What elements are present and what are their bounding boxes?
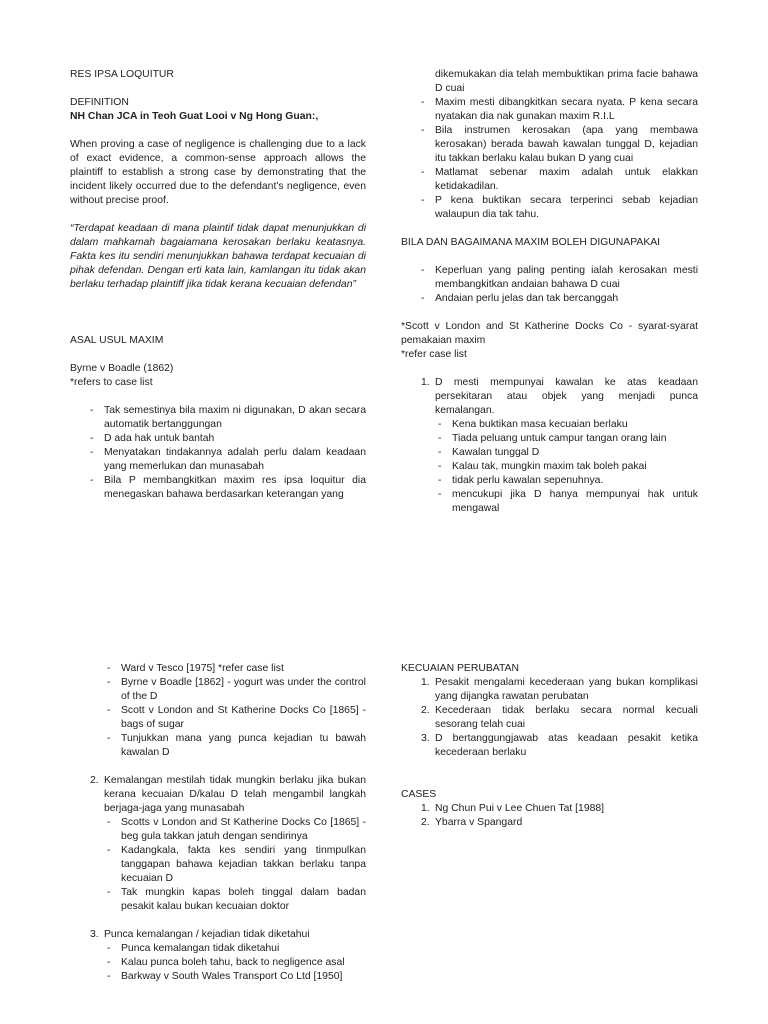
condition-text: D mesti mempunyai kawalan ke atas keadaan persekitaran atau objek yang menjadi punca kemalangan. <box>435 377 698 416</box>
list-item <box>70 928 366 984</box>
list-item: - Tunjukkan mana yang punca kejadian tu bawah kawalan D <box>70 732 366 760</box>
when-heading: BILA DAN BAGAIMANA MAXIM BOLEH DIGUNAPAKAI <box>401 237 661 248</box>
list-item: - Tiada peluang untuk campur tangan orang lain <box>435 432 698 446</box>
definition-case: NH Chan JCA in Teoh Guat Looi v Ng Hong Guan:, <box>70 111 319 122</box>
document-page-2 <box>0 629 768 1024</box>
list-item: - Scott v London and St Katherine Docks Co [1865] - bags of sugar <box>70 704 366 732</box>
definition-heading: DEFINITION <box>70 97 129 108</box>
list-item: - D ada hak untuk bantah <box>70 432 366 446</box>
scott-ref: *refer case list <box>401 349 467 360</box>
list-item-text: Kecederaan tidak berlaku secara normal kecuali sesorang telah cuai <box>435 705 698 730</box>
list-item: - Punca kemalangan tidak diketahui <box>104 942 366 956</box>
origin-points <box>70 404 366 502</box>
quote-paragraph: “Terdapat keadaan di mana plaintif tidak dapat menunjukkan di dalam mahkamah bagaiamana kerosakan berlaku keatasnya. Fakta kes itu sendiri menunjukkan bahawa terdapat kecuaian di pihak defendan. Dengan erti kata lain, kamlangan itu tidak akan berlaku terhadap plaintiff jika tidak kerana kecuaian defendan” <box>70 223 366 290</box>
when-points <box>401 264 698 306</box>
list-item: - Maxim mesti dibangkitkan secara nyata. P kena secara nyatakan dia nak gunakan maxim R.I.L <box>401 96 698 124</box>
list-marker: 1. <box>421 803 430 814</box>
list-item: - Tak semestinya bila maxim ni digunakan, D akan secara automatik bertanggungan <box>70 404 366 432</box>
list-marker: 3. <box>421 733 430 744</box>
list-item <box>401 816 698 830</box>
list-item: - Ward v Tesco [1975] *refer case list <box>70 662 366 676</box>
medical-points <box>401 676 698 760</box>
list-item: - tidak perlu kawalan sepenuhnya. <box>435 474 698 488</box>
control-cases <box>70 662 366 760</box>
list-item <box>401 704 698 732</box>
list-item: - Kena buktikan masa kecuaian berlaku <box>435 418 698 432</box>
list-item <box>401 676 698 704</box>
origin-ref: *refers to case list <box>70 377 153 388</box>
list-item: - Menyatakan tindakannya adalah perlu dalam keadaan yang memerlukan dan munasabah <box>70 446 366 474</box>
list-marker: 1. <box>421 377 430 388</box>
list-item-text: Ng Chun Pui v Lee Chuen Tat [1988] <box>435 803 605 814</box>
list-item <box>401 802 698 816</box>
list-item: - Bila instrumen kerosakan (apa yang membawa kerosakan) berada bawah kawalan tunggal D, kejadian itu takkan berlaku kalau bukan D yang cuai <box>401 124 698 166</box>
page-gap <box>0 555 768 629</box>
list-item: - Keperluan yang paling penting ialah kerosakan mesti membangkitkan andaian bahawa D cuai <box>401 264 698 292</box>
cases-heading: CASES <box>401 789 437 800</box>
list-item: - Kalau tak, mungkin maxim tak boleh pakai <box>435 460 698 474</box>
maxim-points <box>401 96 698 222</box>
condition-sub-list <box>104 942 366 984</box>
list-item: - Kadangkala, fakta kes sendiri yang tinmpulkan tanggapan bahawa kejadian takkan berlaku tanpa kecuaian D <box>104 844 366 886</box>
cases-list <box>401 802 698 830</box>
condition-sub-list <box>104 816 366 914</box>
page1-left-column <box>70 68 366 502</box>
english-paragraph: When proving a case of negligence is challenging due to a lack of exact evidence, a common-sense approach allows the plaintiff to establish a strong case by demonstrating that the incident likely occurred due to the defendant's negligence, even without precise proof. <box>70 139 366 206</box>
condition-list-2 <box>70 774 366 984</box>
origin-heading: ASAL USUL MAXIM <box>70 335 164 346</box>
list-item: - Byrne v Boadle [1862] - yogurt was under the control of the D <box>70 676 366 704</box>
list-marker: 3. <box>90 929 99 940</box>
scott-note: *Scott v London and St Katherine Docks Co - syarat-syarat pemakaian maxim <box>401 321 698 346</box>
list-item: - mencukupi jika D hanya mempunyai hak untuk mengawal <box>435 488 698 516</box>
list-marker: 2. <box>421 705 430 716</box>
list-item <box>70 774 366 914</box>
list-marker: 2. <box>421 817 430 828</box>
page2-right-column <box>401 662 698 830</box>
condition-list-1 <box>401 376 698 516</box>
condition-text: Punca kemalangan / kejadian tidak diketahui <box>104 929 310 940</box>
page2-left-column <box>70 662 366 984</box>
medical-heading: KECUAIAN PERUBATAN <box>401 663 519 674</box>
list-marker: 1. <box>421 677 430 688</box>
list-item: - P kena buktikan secara terperinci sebab kejadian walaupun dia tak tahu. <box>401 194 698 222</box>
list-item: - Kalau punca boleh tahu, back to negligence asal <box>104 956 366 970</box>
list-item <box>401 376 698 516</box>
list-item <box>401 732 698 760</box>
list-item: - Andaian perlu jelas dan tak bercanggah <box>401 292 698 306</box>
condition-text: Kemalangan mestilah tidak mungkin berlaku jika bukan kerana kecuaian D/kalau D telah mengambil langkah berjaga-jaga yang munasabah <box>104 775 366 814</box>
document-title: RES IPSA LOQUITUR <box>70 69 174 80</box>
list-marker: 2. <box>90 775 99 786</box>
list-item: - Kawalan tunggal D <box>435 446 698 460</box>
list-item: - Tak mungkin kapas boleh tinggal dalam badan pesakit kalau bukan kecuaian doktor <box>104 886 366 914</box>
list-item: - Barkway v South Wales Transport Co Ltd [1950] <box>104 970 366 984</box>
list-item: - Scotts v London and St Katherine Docks Co [1865] - beg gula takkan jatuh dengan sendirinya <box>104 816 366 844</box>
continuation-list <box>401 68 698 96</box>
list-item: - Matlamat sebenar maxim adalah untuk elakkan ketidakadilan. <box>401 166 698 194</box>
page1-right-column <box>401 68 698 516</box>
list-item-text: Pesakit mengalami kecederaan yang bukan komplikasi yang dijangka rawatan perubatan <box>435 677 698 702</box>
list-item: - Bila P membangkitkan maxim res ipsa loquitur dia menegaskan bahawa berdasarkan keterangan yang <box>70 474 366 502</box>
condition-sub-list <box>435 418 698 516</box>
origin-case: Byrne v Boadle (1862) <box>70 363 174 374</box>
list-item-text: Ybarra v Spangard <box>435 817 523 828</box>
list-item: dikemukakan dia telah membuktikan prima facie bahawa D cuai <box>435 69 698 94</box>
list-item-text: D bertanggungjawab atas keadaan pesakit ketika kecederaan berlaku <box>435 733 698 758</box>
